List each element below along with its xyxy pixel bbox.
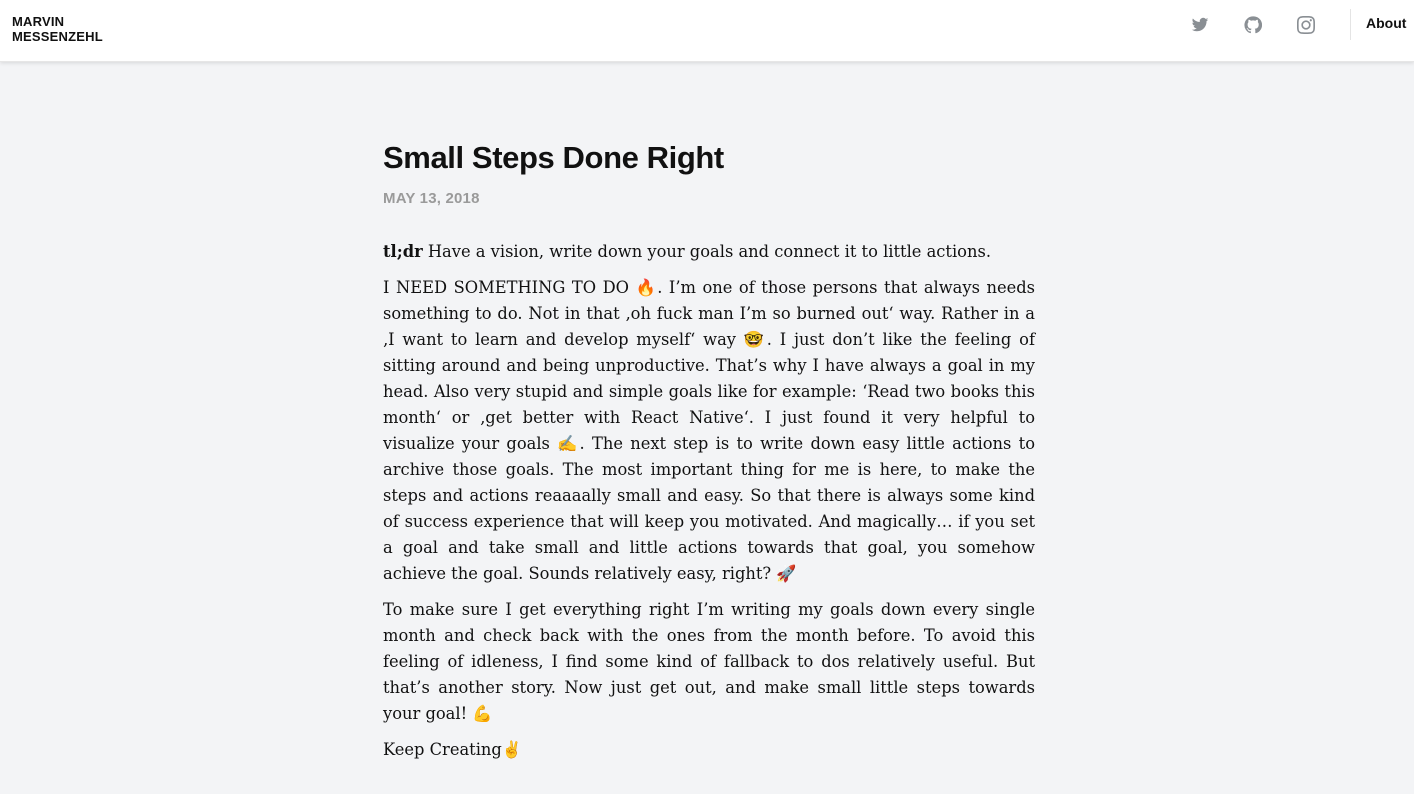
nav-divider: [1350, 9, 1351, 40]
logo-last-name: MESSENZEHL: [12, 29, 103, 44]
post-closing: Keep Creating✌️: [383, 740, 523, 759]
github-icon[interactable]: [1239, 14, 1267, 36]
logo-first-name: MARVIN: [12, 14, 65, 29]
social-links: [1186, 14, 1320, 36]
post-paragraph-2: To make sure I get everything right I’m writing my goals down every single month and check back with the ones from the month before. To avoid this feeling of idleness, I find some kind of fallback to dos relatively useful. But that’s another story. Now just get out, and make small little steps towards your goal! 💪: [383, 600, 1035, 723]
post-date: MAY 13, 2018: [383, 190, 480, 207]
instagram-icon[interactable]: [1292, 14, 1320, 36]
blog-post: [383, 140, 1035, 773]
post-title: Small Steps Done Right: [383, 140, 724, 175]
top-navigation-bar: [0, 0, 1414, 62]
about-link[interactable]: About: [1366, 15, 1407, 31]
post-paragraph-1: I NEED SOMETHING TO DO 🔥. I’m one of those persons that always needs something to do. Not in that ‚oh fuck man I’m so burned out‘ way. Rather in a ‚I want to learn and develop myself‘ way 🤓. I just don’t like the feeling of sitting around and being unproductive. That’s why I have always a goal in my head. Also very stupid and simple goals like for example: ‘Read two books this month‘ or ‚get better with React Native‘. I just found it very helpful to visualize your goals ✍️. The next step is to write down easy little actions to archive those goals. The most important thing for me is here, to make the steps and actions reaaaally small and easy. So that there is always some kind of success experience that will keep you motivated. And magically… if you set a goal and take small and little actions towards that goal, you somehow achieve the goal. Sounds relatively easy, right? 🚀: [383, 278, 1035, 583]
tldr-paragraph: [383, 239, 1035, 265]
site-logo[interactable]: [12, 14, 103, 44]
tldr-label: tl;dr: [383, 242, 423, 261]
tldr-text: Have a vision, write down your goals and connect it to little actions.: [422, 242, 991, 261]
post-body: [383, 239, 1035, 763]
twitter-icon[interactable]: [1186, 14, 1214, 36]
